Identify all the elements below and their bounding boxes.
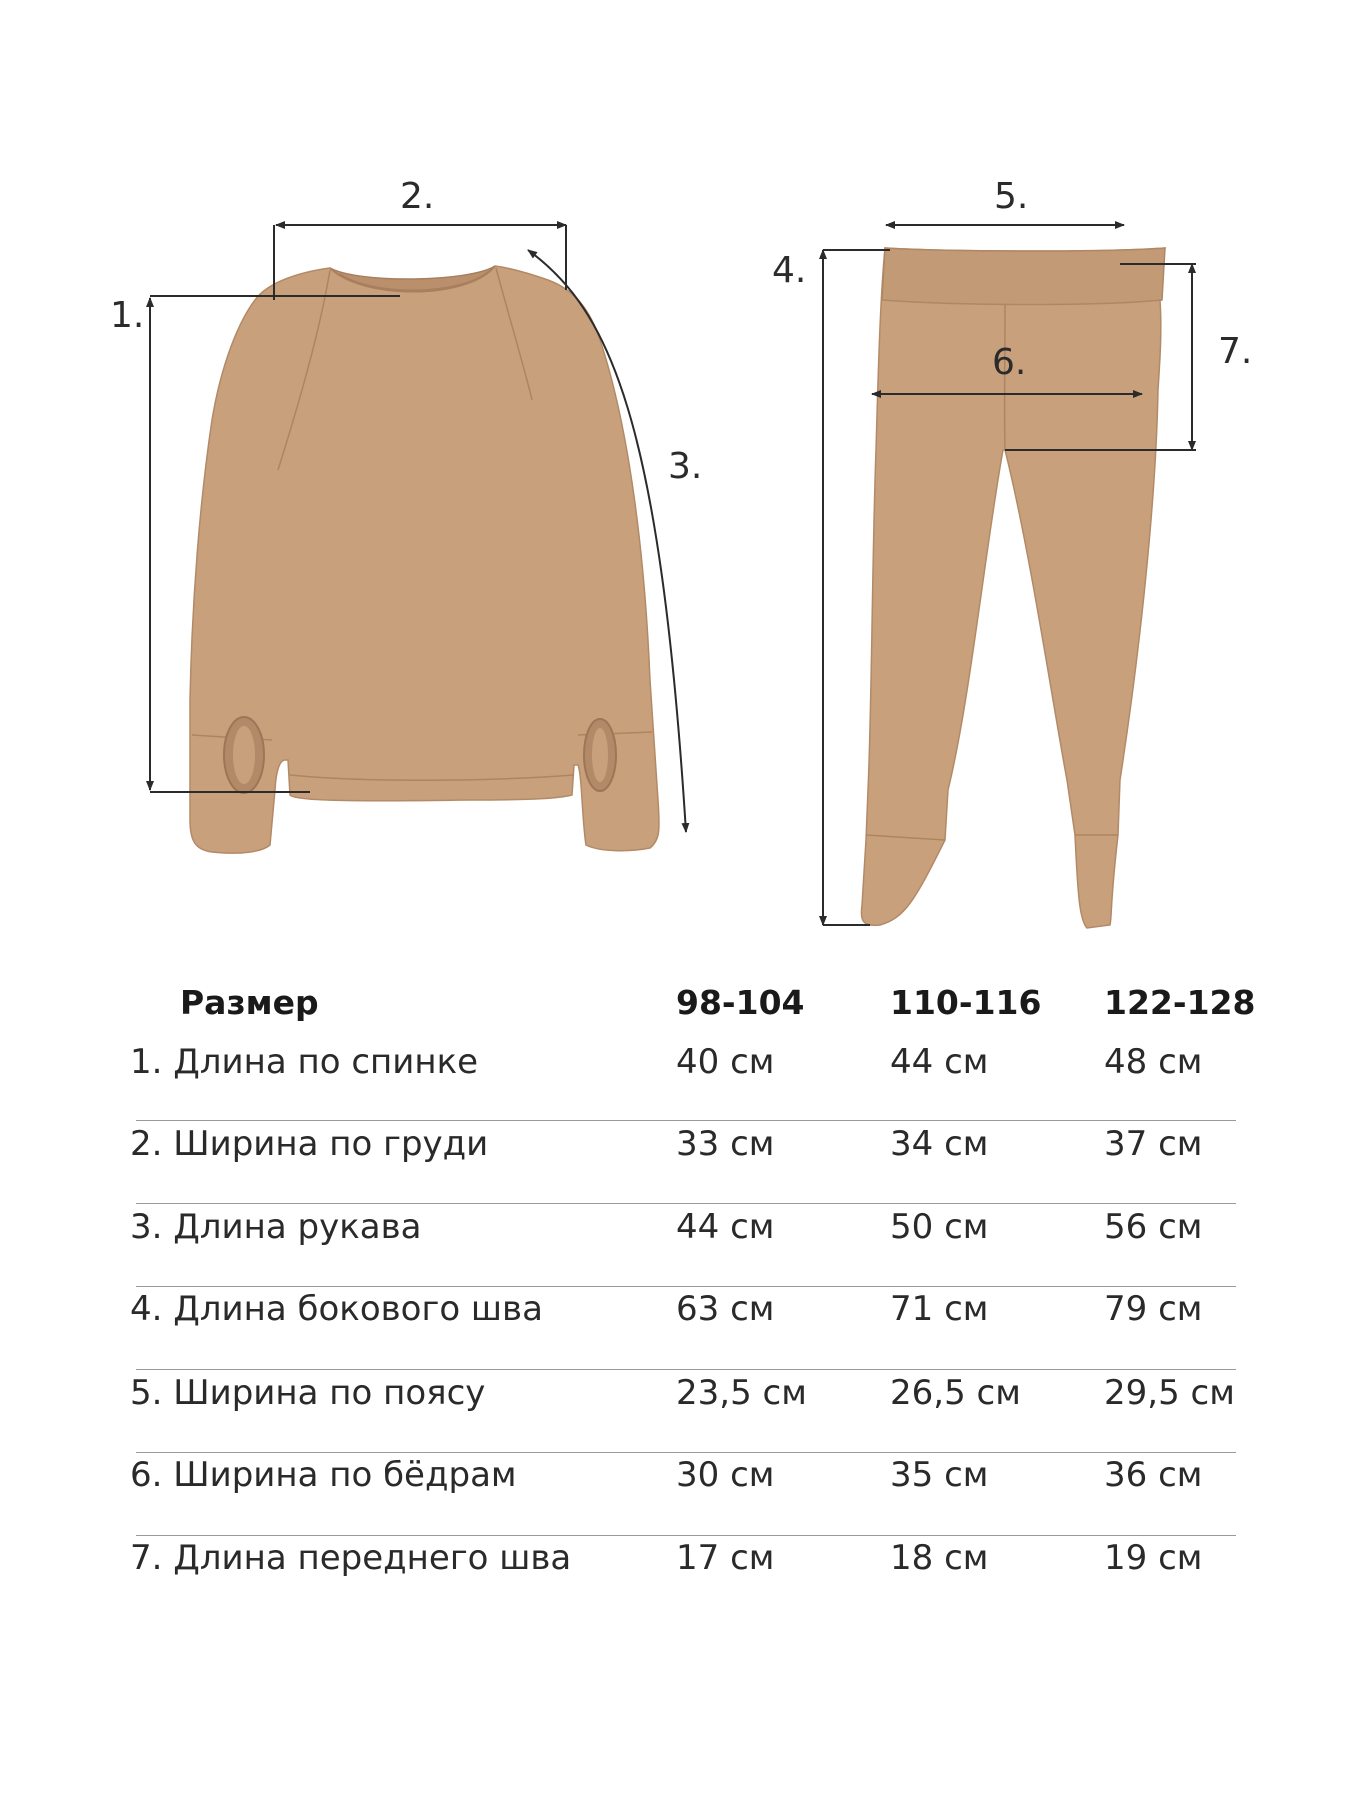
row-value: 35 см <box>890 1455 989 1495</box>
row-label: 1. Длина по спинке <box>130 1042 479 1082</box>
row-value: 79 см <box>1104 1289 1203 1329</box>
measure-label-6: 6. <box>992 342 1027 383</box>
row-value: 19 см <box>1104 1538 1203 1578</box>
table-row <box>0 1102 1350 1184</box>
sweater-image <box>190 266 659 853</box>
table-row <box>0 1185 1350 1267</box>
row-value: 44 см <box>890 1042 989 1082</box>
row-value: 56 см <box>1104 1207 1203 1247</box>
table-row <box>0 1433 1350 1515</box>
row-value: 30 см <box>676 1455 775 1495</box>
header-size-1: 98-104 <box>676 983 805 1022</box>
measure-label-3: 3. <box>668 446 703 487</box>
table-row <box>0 1351 1350 1433</box>
measure-label-1: 1. <box>110 295 145 336</box>
table-row <box>0 1516 1350 1598</box>
header-size-2: 110-116 <box>890 983 1042 1022</box>
row-value: 34 см <box>890 1124 989 1164</box>
row-value: 71 см <box>890 1289 989 1329</box>
header-size-label: Размер <box>180 983 319 1022</box>
row-value: 63 см <box>676 1289 775 1329</box>
row-value: 40 см <box>676 1042 775 1082</box>
row-label: 5. Ширина по поясу <box>130 1373 486 1413</box>
row-value: 18 см <box>890 1538 989 1578</box>
row-value: 48 см <box>1104 1042 1203 1082</box>
row-value: 36 см <box>1104 1455 1203 1495</box>
row-label: 3. Длина рукава <box>130 1207 422 1247</box>
row-label: 2. Ширина по груди <box>130 1124 489 1164</box>
row-value: 44 см <box>676 1207 775 1247</box>
row-value: 50 см <box>890 1207 989 1247</box>
table-row <box>0 1267 1350 1349</box>
table-row <box>0 1020 1350 1102</box>
row-value: 37 см <box>1104 1124 1203 1164</box>
header-size-3: 122-128 <box>1104 983 1256 1022</box>
measure-label-5: 5. <box>994 176 1029 217</box>
row-label: 6. Ширина по бёдрам <box>130 1455 517 1495</box>
row-value: 23,5 см <box>676 1373 807 1413</box>
row-label: 7. Длина переднего шва <box>130 1538 572 1578</box>
measure-label-7: 7. <box>1218 331 1253 372</box>
measure-label-4: 4. <box>772 250 807 291</box>
row-value: 33 см <box>676 1124 775 1164</box>
row-value: 29,5 см <box>1104 1373 1235 1413</box>
row-value: 26,5 см <box>890 1373 1021 1413</box>
row-label: 4. Длина бокового шва <box>130 1289 543 1329</box>
row-value: 17 см <box>676 1538 775 1578</box>
measure-label-2: 2. <box>400 176 435 217</box>
